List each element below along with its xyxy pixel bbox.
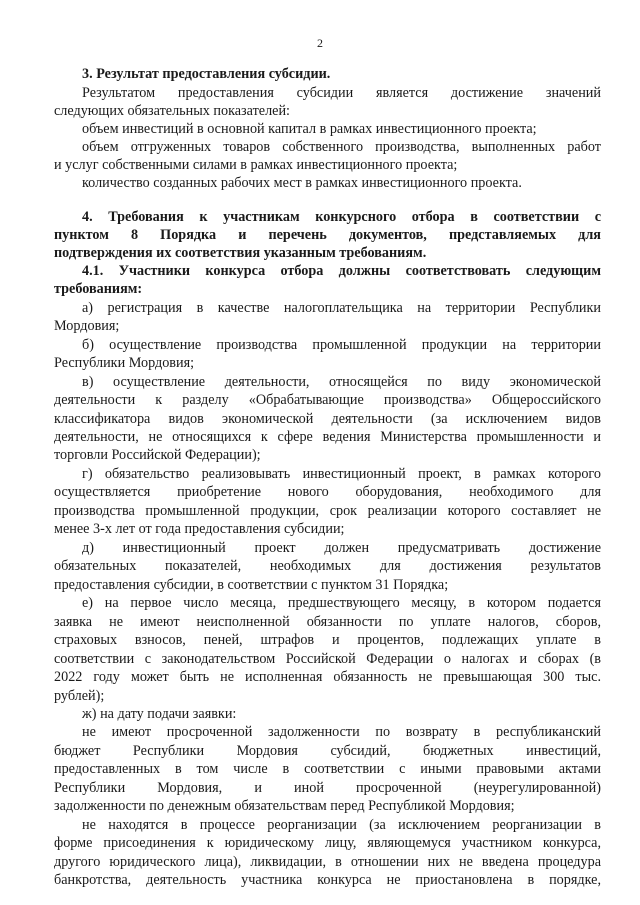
- paragraph-line: рублей);: [54, 688, 105, 704]
- paragraph-line: е) на первое число месяца, предшествующего месяцу, в котором подается: [82, 595, 601, 611]
- section-4-heading: пунктом 8 Порядка и перечень документов, представляемых для: [54, 227, 601, 243]
- paragraph-line: другого юридического лица), ликвидации, в отношении них не введена процедура: [54, 854, 601, 870]
- subsection-4-1-heading: требованиям:: [54, 281, 143, 297]
- paragraph-line: классификатора видов экономической деятельности (за исключением видов: [54, 411, 601, 427]
- paragraph-line: обязательных показателей, необходимых для достижения результатов: [54, 558, 601, 574]
- paragraph-line: предоставления субсидии, в соответствии с пунктом 31 Порядка;: [54, 577, 449, 593]
- paragraph-line: и услуг собственными силами в рамках инвестиционного проекта;: [54, 157, 458, 173]
- paragraph-line: бюджет Республики Мордовия субсидий, бюджетных инвестиций,: [54, 743, 601, 759]
- paragraph-line: предоставленных в том числе в соответствии с иными правовыми актами: [54, 761, 601, 777]
- paragraph-line: не имеют просроченной задолженности по возврату в республиканский: [82, 724, 601, 740]
- paragraph-line: торговли Российской Федерации);: [54, 447, 261, 463]
- paragraph-line: объем отгруженных товаров собственного производства, выполненных работ: [82, 139, 601, 155]
- paragraph-line: следующих обязательных показателей:: [54, 103, 290, 119]
- paragraph-line: Республики Мордовия;: [54, 355, 195, 371]
- paragraph-line: осуществляется приобретение нового оборудования, необходимого для: [54, 484, 601, 500]
- paragraph-line: форме присоединения к юридическому лицу, являющемуся участником конкурса,: [54, 835, 601, 851]
- paragraph-line: д) инвестиционный проект должен предусматривать достижение: [82, 540, 601, 556]
- page-number: 2: [317, 36, 323, 50]
- paragraph-line: задолженности по денежным обязательствам перед Республикой Мордовия;: [54, 798, 515, 814]
- section-4-heading: подтверждения их соответствия указанным требованиям.: [54, 245, 427, 261]
- paragraph-line: банкротства, деятельность участника конкурса не приостановлена в порядке,: [54, 872, 601, 888]
- paragraph-line: деятельности, не относящихся к сфере ведения Министерства промышленности и: [54, 429, 601, 445]
- paragraph-line: заявка не имеют неисполненной обязанности по уплате налогов, сборов,: [54, 614, 601, 630]
- paragraph-line: менее 3-х лет от года предоставления субсидии;: [54, 521, 345, 537]
- paragraph-line: не находятся в процессе реорганизации (за исключением реорганизации в: [82, 817, 601, 833]
- paragraph-line: объем инвестиций в основной капитал в рамках инвестиционного проекта;: [82, 121, 537, 137]
- paragraph-line: а) регистрация в качестве налогоплательщика на территории Республики: [82, 300, 601, 316]
- paragraph-line: 2022 году может быть не исполненная обязанность не превышающая 300 тыс.: [54, 669, 601, 685]
- paragraph-line: в) осуществление деятельности, относящейся по виду экономической: [82, 374, 601, 390]
- paragraph-line: деятельности к разделу «Обрабатывающие производства» Общероссийского: [54, 392, 601, 408]
- paragraph-line: соответствии с законодательством Российской Федерации о налогах и сборах (в: [54, 651, 601, 667]
- subsection-4-1-heading: 4.1. Участники конкурса отбора должны соответствовать следующим: [82, 263, 601, 279]
- section-3-heading: 3. Результат предоставления субсидии.: [82, 66, 331, 82]
- section-4-heading: 4. Требования к участникам конкурсного отбора в соответствии с: [82, 209, 601, 225]
- paragraph-line: количество созданных рабочих мест в рамках инвестиционного проекта.: [82, 175, 522, 191]
- paragraph-line: страховых взносов, пеней, штрафов и процентов, подлежащих уплате в: [54, 632, 601, 648]
- paragraph-line: б) осуществление производства промышленной продукции на территории: [82, 337, 601, 353]
- paragraph-line: Мордовия;: [54, 318, 120, 334]
- paragraph-line: ж) на дату подачи заявки:: [82, 706, 237, 722]
- paragraph-line: Республики Мордовия, и иной просроченной (неурегулированной): [54, 780, 601, 796]
- paragraph-line: г) обязательство реализовывать инвестиционный проект, в рамках которого: [82, 466, 601, 482]
- paragraph-line: производства промышленной продукции, срок реализации которого составляет не: [54, 503, 601, 519]
- paragraph-line: Результатом предоставления субсидии является достижение значений: [82, 85, 601, 101]
